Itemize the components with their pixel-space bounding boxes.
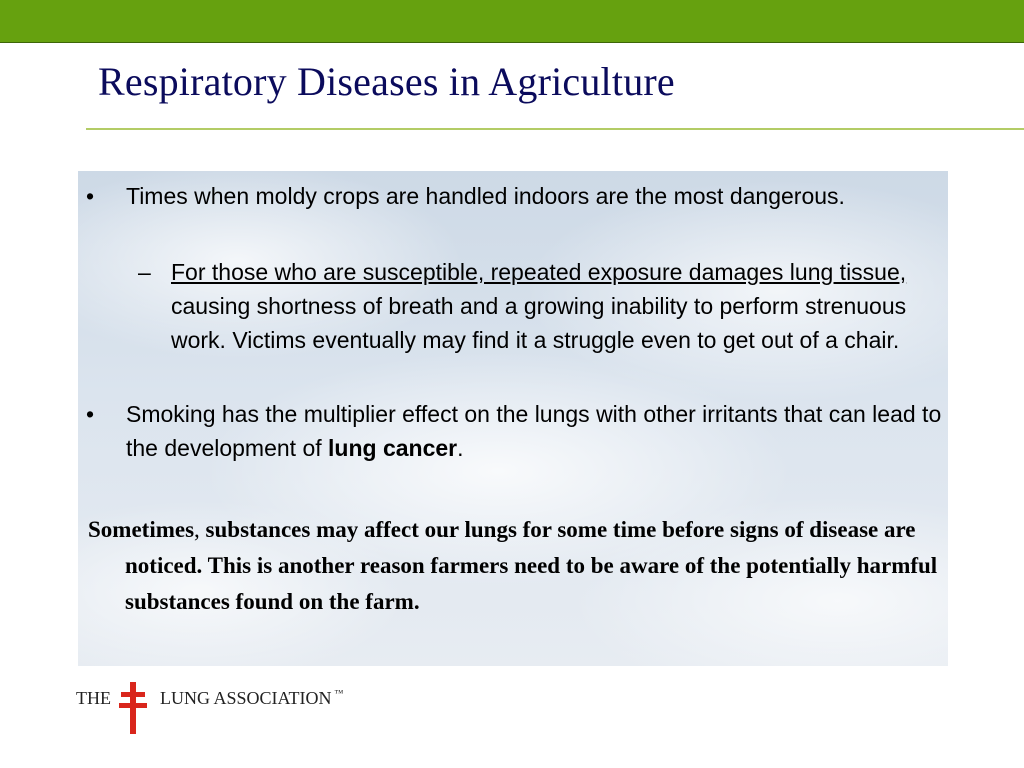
note-comma: , [194, 517, 200, 542]
note-paragraph [88, 512, 948, 620]
sub-bullet-text [171, 255, 938, 357]
bullet-item [86, 179, 946, 213]
top-accent-bar [0, 0, 1024, 43]
logo-name [160, 688, 343, 709]
title-divider [86, 128, 1024, 130]
logo-name-text: LUNG ASSOCIATION [160, 688, 332, 708]
sub-bullet-marker: – [138, 259, 151, 285]
content-panel [78, 171, 948, 666]
double-barred-cross-icon [119, 682, 147, 734]
bullet-marker: • [86, 183, 95, 209]
bullet-text: Times when moldy crops are handled indoors are the most dangerous. [126, 183, 845, 209]
note-text: substances may affect our lungs for some time before signs of disease are noticed. This is another reason farmers need to be aware of the potentially harmful substances found on the farm. [125, 517, 938, 614]
slide-title: Respiratory Diseases in Agriculture [98, 59, 675, 104]
bullet-text [126, 397, 946, 465]
sub-bullet-rest-text: causing shortness of breath and a growing inability to perform strenuous work. Victims eventually may find it a struggle even to get out of a chair. [171, 293, 907, 353]
sub-bullet-underlined-text: For those who are susceptible, repeated exposure damages lung tissue, [171, 259, 907, 285]
lung-association-logo [76, 682, 396, 730]
sub-bullet-item [138, 255, 938, 357]
logo-prefix: THE [76, 688, 111, 708]
bullet-item [86, 397, 946, 465]
bullet-text-after: . [457, 435, 464, 461]
bullet-marker: • [86, 401, 95, 427]
trademark-symbol: ™ [334, 688, 344, 698]
note-lead: Sometimes [88, 517, 195, 542]
bullet-text-before: Smoking has the multiplier effect on the lungs with other irritants that can lead to the development of [126, 401, 942, 461]
bullet-bold-text: lung cancer [328, 435, 458, 461]
